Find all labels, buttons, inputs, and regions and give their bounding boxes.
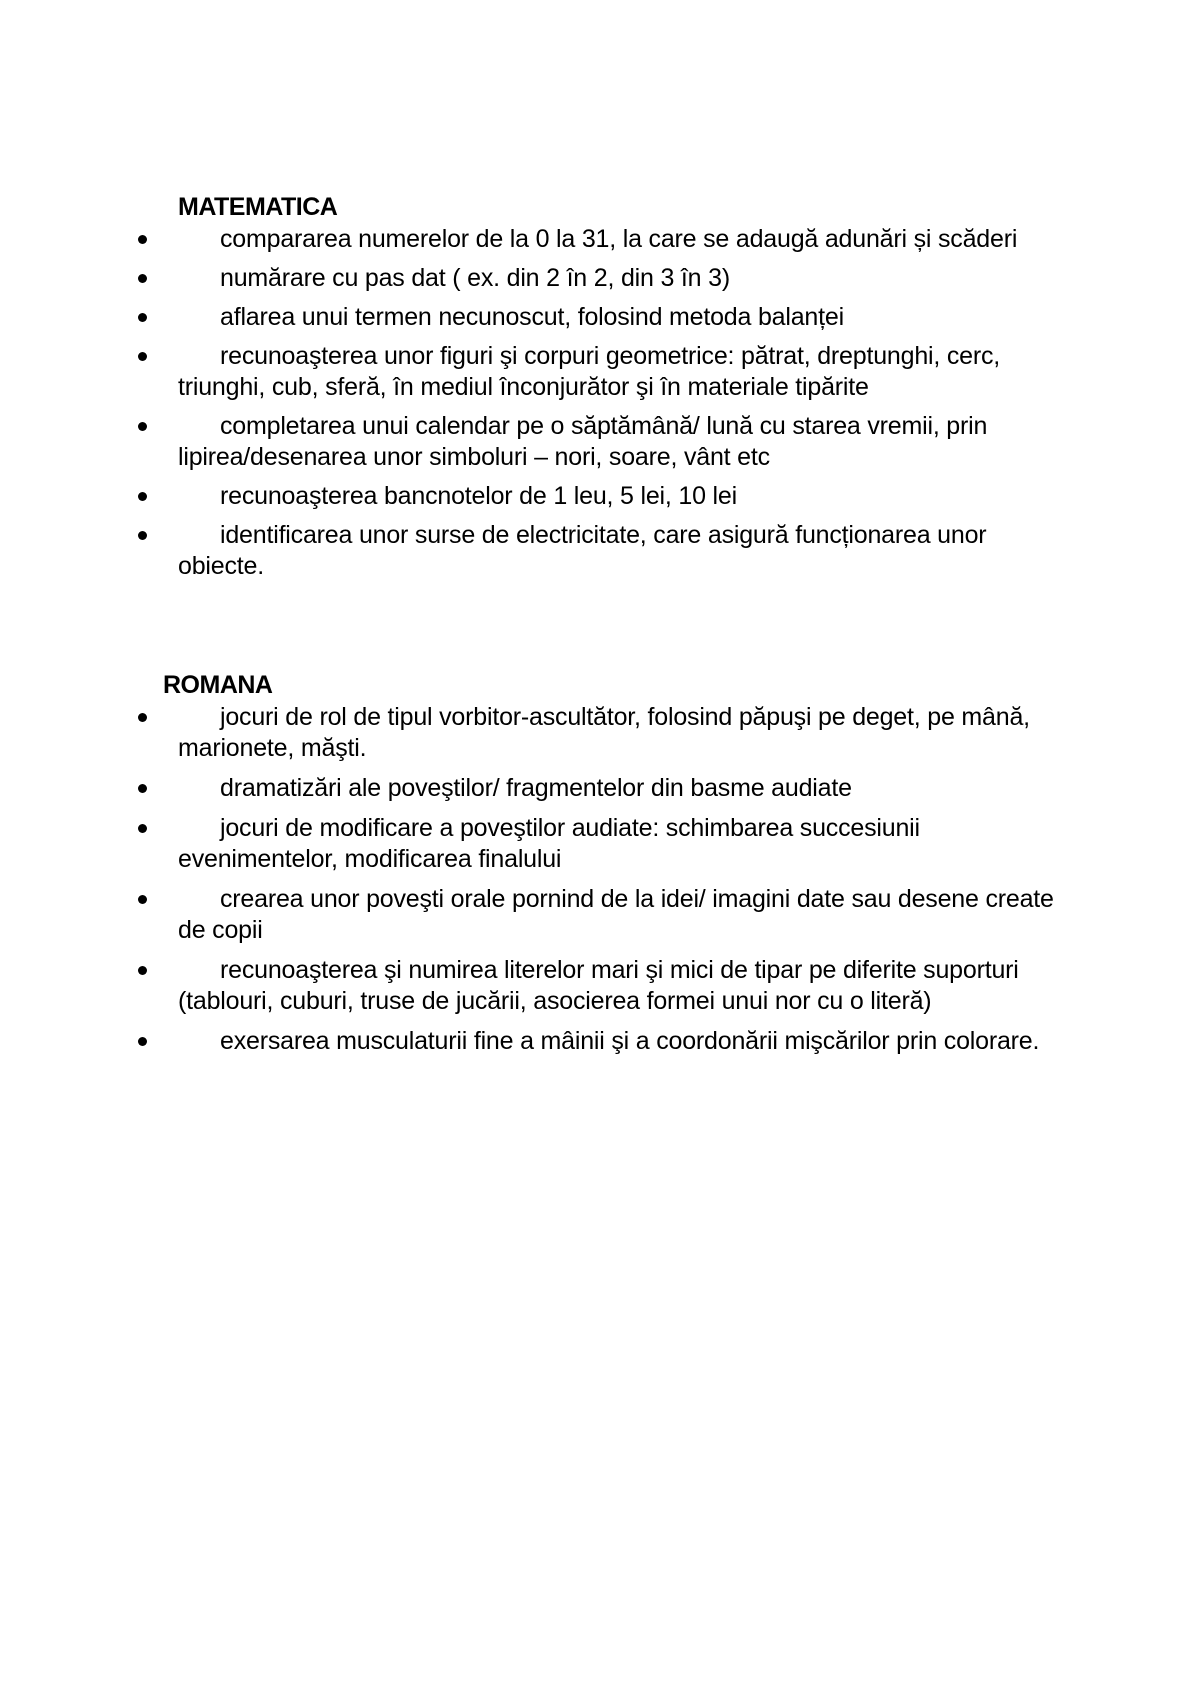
list-item [0,773,1200,804]
list-item [0,302,1200,333]
list-item-text: completarea unui calendar pe o săptămână/ lună cu starea vremii, prin lipirea/desenarea unor simboluri – nori, soare, vânt etc [178,412,988,471]
bullet-icon [138,352,147,361]
math-section [0,190,1200,590]
list-item [0,411,1200,473]
bullet-icon [138,235,147,244]
list-item [0,813,1200,875]
bullet-icon [138,274,147,283]
list-item-text: compararea numerelor de la 0 la 31, la care se adaugă adunări și scăderi [220,225,1018,253]
list-item-text: recunoaşterea unor figuri şi corpuri geometrice: pătrat, dreptunghi, cerc, triunghi, cub, sferă, în mediul înconjurător şi în materiale tipărite [178,342,1001,401]
list-item [0,224,1200,255]
romana-section [0,668,1200,1066]
bullet-icon [138,713,147,722]
list-item-text: exersarea musculaturii fine a mâinii şi a coordonării mişcărilor prin colorare. [220,1027,1040,1055]
math-list [0,224,1200,582]
list-item-text: aflarea unui termen necunoscut, folosind metoda balanței [220,303,844,331]
bullet-icon [138,313,147,322]
bullet-icon [138,422,147,431]
romana-heading: ROMANA [163,671,273,699]
list-item-text: recunoaşterea şi numirea literelor mari şi mici de tipar pe diferite suporturi (tablouri, cuburi, truse de jucării, asocierea formei unui nor cu o literă) [178,956,1019,1015]
list-item [0,520,1200,582]
list-item-text: jocuri de rol de tipul vorbitor-ascultător, folosind păpuşi pe deget, pe mână, marionete, măşti. [178,703,1030,762]
list-item-text: recunoaşterea bancnotelor de 1 leu, 5 lei, 10 lei [220,482,737,510]
bullet-icon [138,895,147,904]
list-item [0,884,1200,946]
bullet-icon [138,1037,147,1046]
bullet-icon [138,824,147,833]
list-item-text: jocuri de modificare a poveştilor audiate: schimbarea succesiunii evenimentelor, modificarea finalului [178,814,920,873]
list-item-text: identificarea unor surse de electricitate, care asigură funcționarea unor obiecte. [178,521,987,580]
list-item-text: crearea unor poveşti orale pornind de la idei/ imagini date sau desene create de copii [178,885,1054,944]
romana-list [0,702,1200,1057]
list-item [0,955,1200,1017]
list-item [0,263,1200,294]
list-item [0,1026,1200,1057]
bullet-icon [138,784,147,793]
bullet-icon [138,531,147,540]
list-item-text: numărare cu pas dat ( ex. din 2 în 2, din 3 în 3) [220,264,730,292]
list-item [0,481,1200,512]
list-item [0,341,1200,403]
bullet-icon [138,492,147,501]
bullet-icon [138,966,147,975]
math-heading: MATEMATICA [178,193,338,221]
list-item-text: dramatizări ale poveştilor/ fragmentelor din basme audiate [220,774,852,802]
list-item [0,702,1200,764]
